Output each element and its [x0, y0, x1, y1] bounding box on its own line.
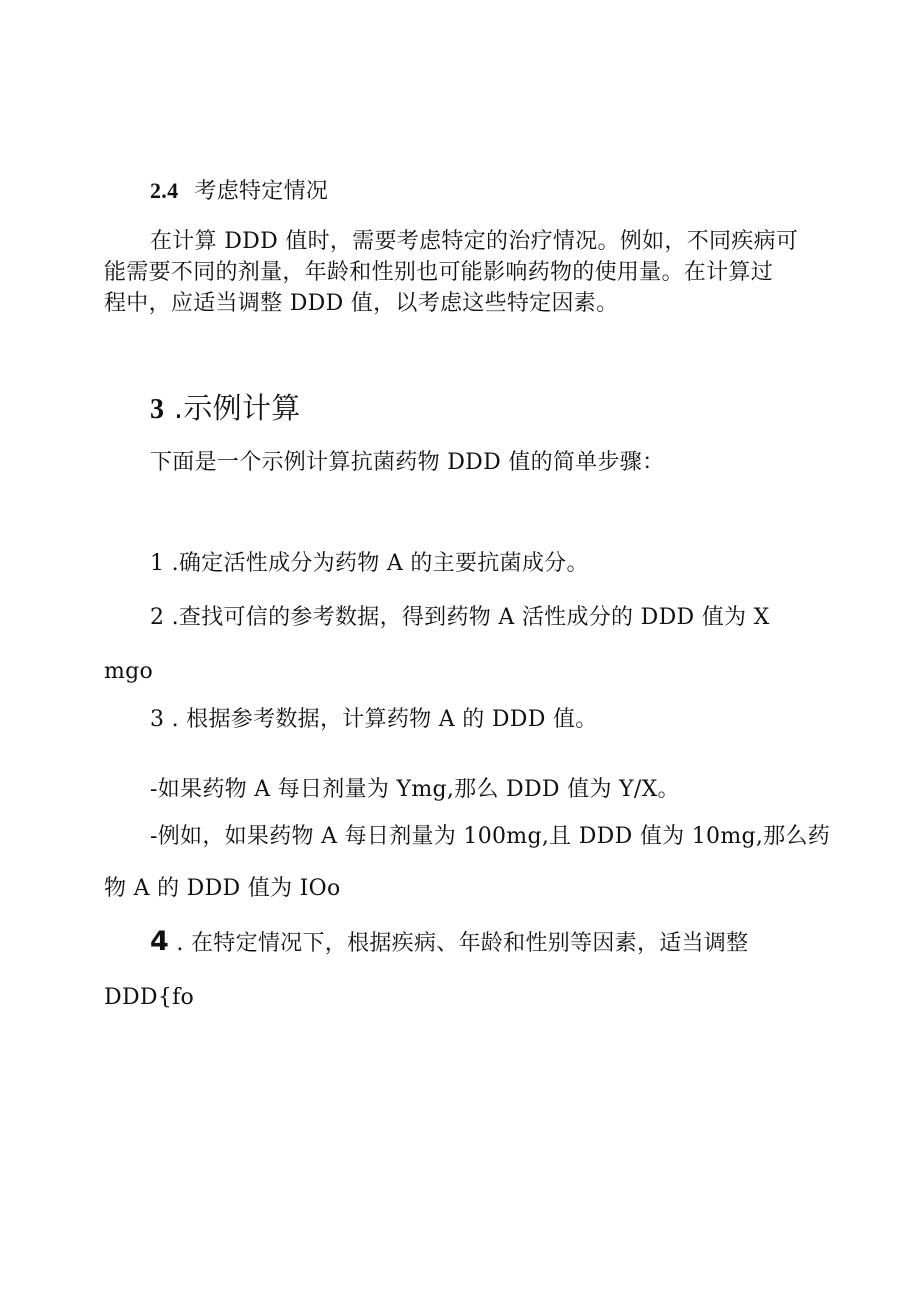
- step-1: 1 .确定活性成分为药物 A 的主要抗菌成分。: [150, 551, 589, 576]
- step-2-line-1: 2 .查找可信的参考数据，得到药物 A 活性成分的 DDD 值为 X: [150, 605, 770, 630]
- section-2-4-number: 2.4: [150, 178, 179, 203]
- section-2-4-heading: [150, 176, 328, 207]
- section-3-number: 3: [150, 394, 165, 425]
- step-3-bullet-2-line-2: 物 A 的 DDD 值为 IOo: [104, 876, 341, 901]
- section-3-intro: 下面是一个示例计算抗菌药物 DDD 值的简单步骤：: [150, 450, 665, 475]
- step-3-bullet-1: -如果药物 A 每日剂量为 Ymg,那么 DDD 值为 Y/X。: [150, 777, 680, 802]
- step-4-number: 4: [150, 926, 170, 957]
- step-4-text: . 在特定情况下，根据疾病、年龄和性别等因素，适当调整: [169, 931, 749, 956]
- step-2-line-2: mgo: [104, 659, 154, 684]
- step-3-bullet-2-line-1: -例如，如果药物 A 每日剂量为 100mg,且 DDD 值为 10mg,那么药: [150, 824, 831, 849]
- section-3-heading: [150, 390, 301, 428]
- step-4-line-1: [150, 927, 748, 959]
- section-3-title: .示例计算: [173, 391, 301, 425]
- section-2-4-title: 考虑特定情况: [194, 179, 329, 204]
- section-2-4-paragraph-line-3: 程中，应适当调整 DDD 值，以考虑这些特定因素。: [104, 291, 619, 316]
- step-3: 3 . 根据参考数据，计算药物 A 的 DDD 值。: [150, 707, 598, 732]
- section-2-4-paragraph-line-1: 在计算 DDD 值时，需要考虑特定的治疗情况。例如，不同疾病可: [150, 229, 799, 254]
- section-2-4-paragraph-line-2: 能需要不同的剂量，年龄和性别也可能影响药物的使用量。在计算过: [104, 260, 774, 285]
- step-4-line-2: DDD{fo: [104, 985, 195, 1010]
